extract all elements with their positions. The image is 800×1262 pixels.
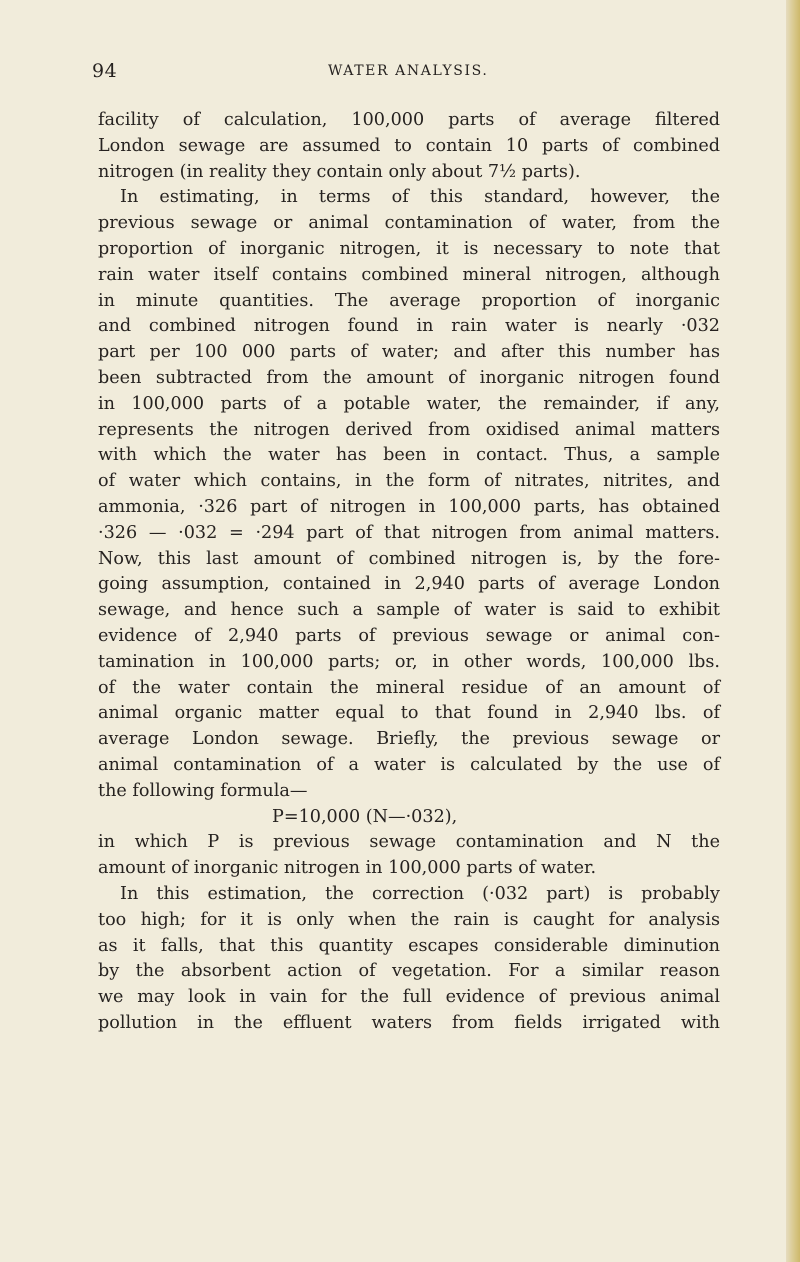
- text-line: been subtracted from the amount of inorganic nitrogen found: [98, 367, 720, 388]
- text-line: represents the nitrogen derived from oxidised animal matters: [98, 419, 720, 440]
- text-line: facility of calculation, 100,000 parts of average filtered: [98, 110, 720, 130]
- text-line: average London sewage. Briefly, the previous sewage or: [98, 729, 720, 750]
- text-line: by the absorbent action of vegetation. For a similar reason: [98, 961, 720, 982]
- text-line: and combined nitrogen found in rain water is nearly ·032: [98, 316, 720, 337]
- text-line: sewage, and hence such a sample of water is said to exhibit: [98, 600, 720, 621]
- text-line: of the water contain the mineral residue of an amount of: [98, 677, 720, 698]
- text-line: In estimating, in terms of this standard, however, the: [120, 187, 720, 208]
- text-line: animal organic matter equal to that found in 2,940 lbs. of: [98, 703, 720, 724]
- text-line: of water which contains, in the form of nitrates, nitrites, and: [98, 471, 720, 492]
- text-line: amount of inorganic nitrogen in 100,000 parts of water.: [98, 858, 597, 879]
- text-line: ·326 — ·032 = ·294 part of that nitrogen from animal matters.: [98, 522, 720, 543]
- text-line: too high; for it is only when the rain is caught for analysis: [98, 909, 720, 930]
- page-edge: [786, 0, 800, 1262]
- text-line: In this estimation, the correction (·032 part) is probably: [120, 883, 720, 904]
- formula-line: P=10,000 (N—·032),: [272, 806, 458, 827]
- text-line: going assumption, contained in 2,940 parts of average London: [98, 574, 720, 595]
- running-title: WATER ANALYSIS.: [328, 63, 489, 79]
- text-line: with which the water has been in contact. Thus, a sample: [98, 445, 720, 466]
- text-line: ammonia, ·326 part of nitrogen in 100,000 parts, has obtained: [98, 496, 720, 517]
- page-number: 94: [92, 60, 118, 82]
- text-line: as it falls, that this quantity escapes considerable diminution: [98, 935, 720, 956]
- text-line: in minute quantities. The average proportion of inorganic: [98, 290, 720, 311]
- text-line: proportion of inorganic nitrogen, it is necessary to note that: [98, 238, 720, 259]
- text-line: previous sewage or animal contamination of water, from the: [98, 213, 720, 234]
- text-line: in 100,000 parts of a potable water, the remainder, if any,: [98, 393, 720, 414]
- text-line: nitrogen (in reality they contain only about 7½ parts).: [98, 161, 581, 182]
- text-line: evidence of 2,940 parts of previous sewage or animal con-: [98, 625, 720, 646]
- text-line: the following formula—: [98, 780, 308, 801]
- text-line: we may look in vain for the full evidence of previous animal: [98, 987, 720, 1008]
- text-line: part per 100 000 parts of water; and after this number has: [98, 342, 720, 363]
- text-line: Now, this last amount of combined nitrogen is, by the fore-: [98, 548, 720, 569]
- text-line: pollution in the effluent waters from fields irrigated with: [98, 1012, 720, 1033]
- text-line: animal contamination of a water is calculated by the use of: [98, 754, 720, 775]
- text-line: tamination in 100,000 parts; or, in other words, 100,000 lbs.: [98, 651, 720, 672]
- text-line: London sewage are assumed to contain 10 parts of combined: [98, 135, 720, 156]
- body-text: [98, 108, 720, 1037]
- text-line: rain water itself contains combined mineral nitrogen, although: [98, 264, 720, 285]
- page-header: [92, 60, 722, 86]
- text-line: in which P is previous sewage contamination and N the: [98, 832, 720, 853]
